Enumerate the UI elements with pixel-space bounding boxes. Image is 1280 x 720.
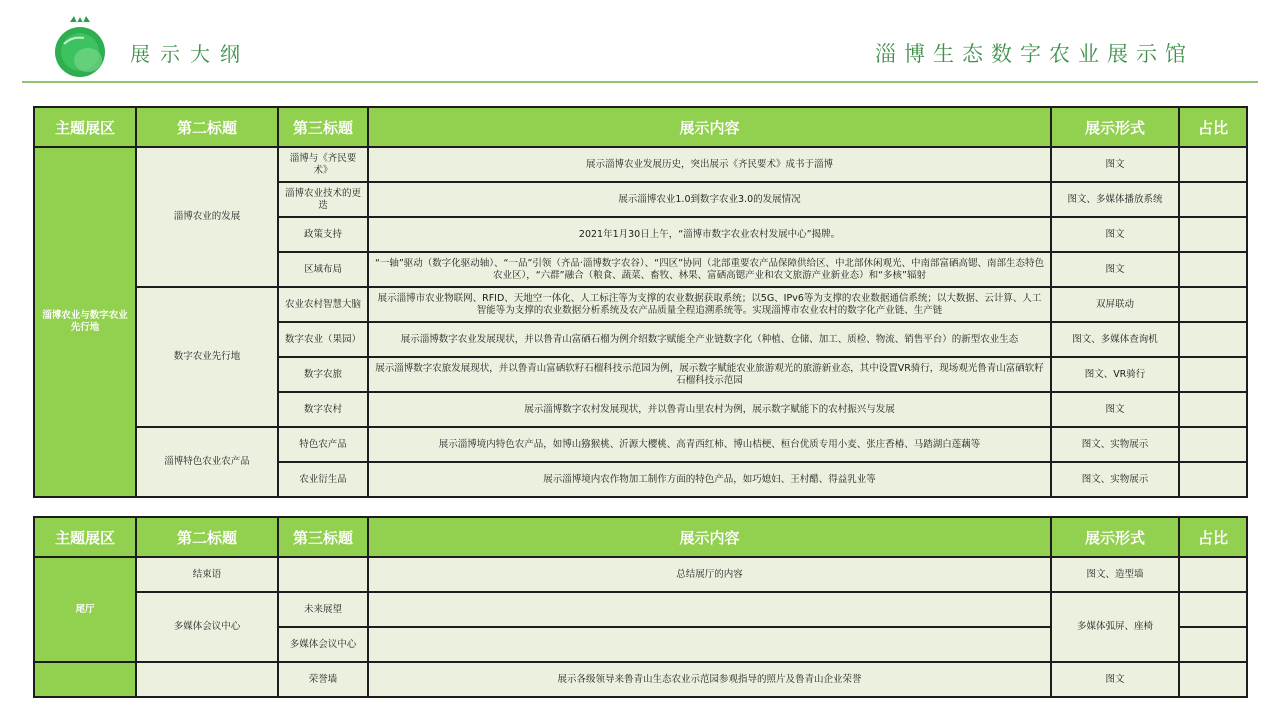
third-title-cell — [278, 557, 368, 592]
pomegranate-logo-icon — [50, 14, 110, 78]
ratio-cell — [1179, 592, 1247, 627]
form-cell: 图文 — [1051, 217, 1179, 252]
content-cell: “一轴”驱动（数字化驱动轴）、“一品”引领（齐品·淄博数字农谷）、“四区”协同（北部重要农产品保障供给区、中北部休闲观光、中南部富硒高锶、南部生态特色农业区），“六群”融合（粮食、蔬菜、畜牧、林果、富硒高锶产业和农文旅游产业新业态）和“多核”辐射 — [368, 252, 1051, 287]
ratio-cell — [1179, 662, 1247, 697]
third-title-cell: 未来展望 — [278, 592, 368, 627]
content-cell: 展示各级领导来鲁青山生态农业示范园参观指导的照片及鲁青山企业荣誉 — [368, 662, 1051, 697]
second-title-cell: 数字农业先行地 — [136, 287, 278, 427]
third-title-cell: 淄博农业技术的更迭 — [278, 182, 368, 217]
ratio-cell — [1179, 392, 1247, 427]
third-title-cell: 多媒体会议中心 — [278, 627, 368, 662]
table-row — [34, 662, 1247, 697]
second-title-cell: 结束语 — [136, 557, 278, 592]
zone-cell: 尾厅 — [34, 557, 136, 662]
second-title-cell: 淄博农业的发展 — [136, 147, 278, 287]
second-title-cell: 淄博特色农业农产品 — [136, 427, 278, 497]
form-cell: 图文、多媒体播放系统 — [1051, 182, 1179, 217]
second-title-cell — [136, 662, 278, 697]
col-header-ratio: 占比 — [1179, 517, 1247, 557]
ratio-cell — [1179, 147, 1247, 182]
content-cell — [368, 627, 1051, 662]
ratio-cell — [1179, 182, 1247, 217]
form-cell: 图文 — [1051, 147, 1179, 182]
table-row — [34, 592, 1247, 627]
content-cell — [368, 592, 1051, 627]
second-title-cell: 多媒体会议中心 — [136, 592, 278, 662]
form-cell: 图文、多媒体查询机 — [1051, 322, 1179, 357]
content-cell: 展示淄博数字农业发展现状，并以鲁青山富硒石榴为例介绍数字赋能全产业链数字化（种植、仓储、加工、质检、物流、销售平台）的新型农业生态 — [368, 322, 1051, 357]
third-title-cell: 区域布局 — [278, 252, 368, 287]
col-header-content: 展示内容 — [368, 517, 1051, 557]
museum-title: 淄博生态数字农业展示馆 — [875, 42, 1194, 66]
section-title: 展示大纲 — [130, 42, 250, 66]
col-header-third: 第三标题 — [278, 107, 368, 147]
content-cell: 展示淄博农业发展历史，突出展示《齐民要术》成书于淄博 — [368, 147, 1051, 182]
third-title-cell: 淄博与《齐民要术》 — [278, 147, 368, 182]
third-title-cell: 数字农业（果园） — [278, 322, 368, 357]
col-header-ratio: 占比 — [1179, 107, 1247, 147]
third-title-cell: 农业衍生品 — [278, 462, 368, 497]
table-row — [34, 287, 1247, 322]
third-title-cell: 特色农产品 — [278, 427, 368, 462]
form-cell: 图文 — [1051, 662, 1179, 697]
form-cell: 多媒体弧屏、座椅 — [1051, 592, 1179, 662]
ratio-cell — [1179, 217, 1247, 252]
ratio-cell — [1179, 627, 1247, 662]
table-row — [34, 557, 1247, 592]
ratio-cell — [1179, 287, 1247, 322]
col-header-content: 展示内容 — [368, 107, 1051, 147]
content-cell: 展示淄博市农业物联网、RFID、天地空一体化、人工标注等为支撑的农业数据获取系统；以5G、IPv6等为支撑的农业数据通信系统；以大数据、云计算、人工智能等为支撑的农业数据分析系统及农产品质量全程追溯系统等。实现淄博市农业农村的数字化产业链、生产链 — [368, 287, 1051, 322]
ratio-cell — [1179, 357, 1247, 392]
ratio-cell — [1179, 322, 1247, 357]
content-cell: 展示淄博农业1.0到数字农业3.0的发展情况 — [368, 182, 1051, 217]
table-row — [34, 147, 1247, 182]
col-header-second: 第二标题 — [136, 517, 278, 557]
form-cell: 图文、实物展示 — [1051, 427, 1179, 462]
ratio-cell — [1179, 427, 1247, 462]
outline-table-main — [33, 106, 1248, 498]
form-cell: 双屏联动 — [1051, 287, 1179, 322]
table-row — [34, 427, 1247, 462]
table-header-row — [34, 107, 1247, 147]
col-header-zone: 主题展区 — [34, 517, 136, 557]
content-cell: 展示淄博境内特色农产品，如博山猕猴桃、沂源大樱桃、高青西红柿、博山桔梗、桓台优质专用小麦、张庄香椿、马踏湖白莲藕等 — [368, 427, 1051, 462]
outline-table-end-hall — [33, 516, 1248, 698]
col-header-form: 展示形式 — [1051, 107, 1179, 147]
form-cell: 图文、VR骑行 — [1051, 357, 1179, 392]
content-cell: 总结展厅的内容 — [368, 557, 1051, 592]
form-cell: 图文、造型墙 — [1051, 557, 1179, 592]
col-header-third: 第三标题 — [278, 517, 368, 557]
form-cell: 图文 — [1051, 252, 1179, 287]
content-cell: 2021年1月30日上午，“淄博市数字农业农村发展中心”揭牌。 — [368, 217, 1051, 252]
content-cell: 展示淄博数字农旅发展现状，并以鲁青山富硒软籽石榴科技示范园为例，展示数字赋能农业旅游观光的旅游新业态，其中设置VR骑行，现场观光鲁青山富硒软籽石榴科技示范园 — [368, 357, 1051, 392]
third-title-cell: 荣誉墙 — [278, 662, 368, 697]
col-header-second: 第二标题 — [136, 107, 278, 147]
ratio-cell — [1179, 252, 1247, 287]
zone-cell-empty — [34, 662, 136, 697]
zone-cell: 淄博农业与数字农业先行地 — [34, 147, 136, 497]
content-cell: 展示淄博境内农作物加工制作方面的特色产品，如巧媳妇、王村醋、得益乳业等 — [368, 462, 1051, 497]
third-title-cell: 数字农旅 — [278, 357, 368, 392]
header-divider — [22, 81, 1258, 83]
table-header-row — [34, 517, 1247, 557]
form-cell: 图文、实物展示 — [1051, 462, 1179, 497]
col-header-zone: 主题展区 — [34, 107, 136, 147]
third-title-cell: 数字农村 — [278, 392, 368, 427]
ratio-cell — [1179, 557, 1247, 592]
col-header-form: 展示形式 — [1051, 517, 1179, 557]
ratio-cell — [1179, 462, 1247, 497]
content-cell: 展示淄博数字农村发展现状，并以鲁青山里农村为例，展示数字赋能下的农村振兴与发展 — [368, 392, 1051, 427]
third-title-cell: 政策支持 — [278, 217, 368, 252]
form-cell: 图文 — [1051, 392, 1179, 427]
third-title-cell: 农业农村智慧大脑 — [278, 287, 368, 322]
